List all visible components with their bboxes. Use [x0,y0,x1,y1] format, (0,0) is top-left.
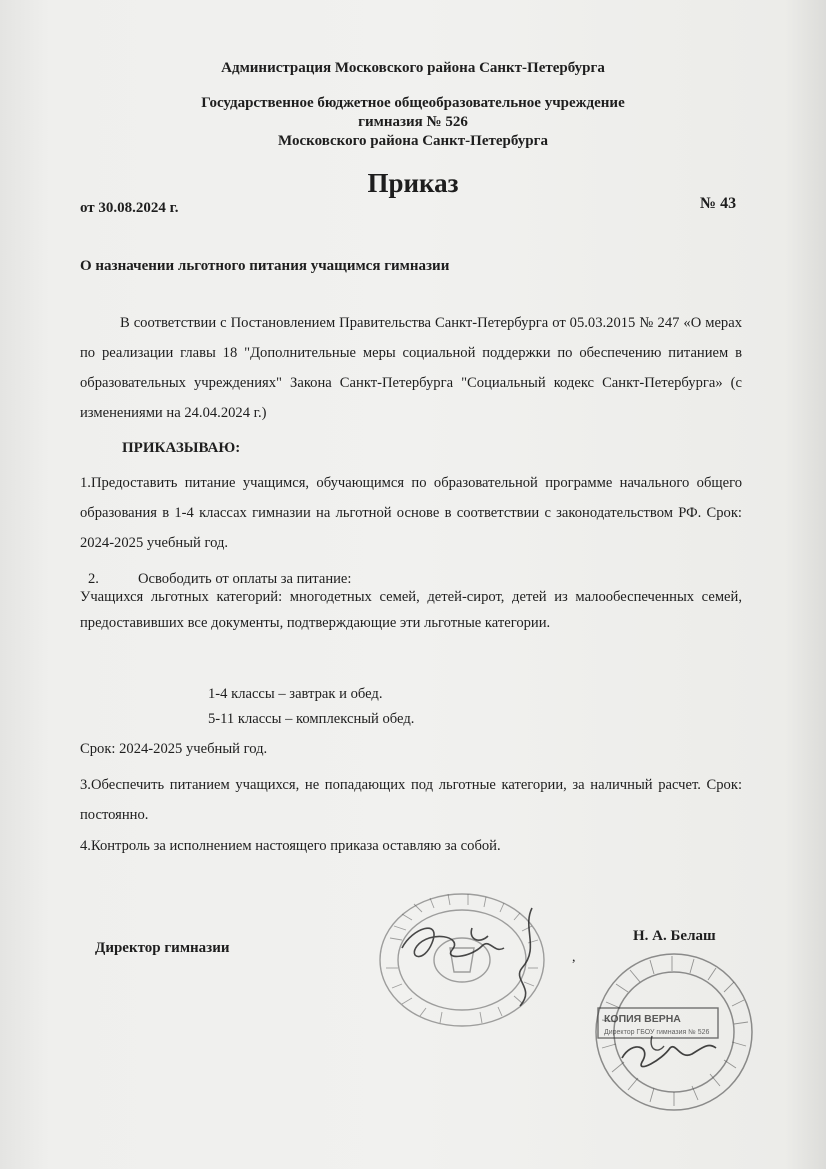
copy-certified-stamp [592,950,757,1115]
order-number: № 43 [700,195,737,212]
item-2-heading: Освободить от оплаты за питание: [138,571,352,587]
item-2-text: Учащихся льготных категорий: многодетных семей, детей-сирот, детей из малообеспеченных семей, предоставивших все документы, подтверждающие эти льготные категории. [80,589,742,631]
preamble-paragraph: В соответствии с Постановлением Правительства Санкт-Петербурга от 05.03.2015 № 247 «О мерах по реализации главы 18 "Дополнительные меры социальной поддержки по обеспечению питанием в образовательных учреждениях" Закона Санкт-Петербурга "Социальный кодекс Санкт-Петербурга» (с изменениями на 24.04.2024 г.) [80,315,742,421]
school-name-line3: Московского района Санкт-Петербурга [278,133,548,149]
signature-position: Директор гимназии [95,940,230,956]
item-4: 4.Контроль за исполнением настоящего приказа оставляю за собой. [80,838,501,854]
copy-stamp-title: КОПИЯ ВЕРНА [604,1013,681,1025]
signature-name: Н. А. Белаш [633,928,716,944]
item-2-grades-5-11: 5-11 классы – комплексный обед. [208,711,415,727]
document-title: Приказ [367,168,459,198]
item-2-term: Срок: 2024-2025 учебный год. [80,741,268,757]
signature-comma-mark: , [572,950,576,965]
school-name-line2: гимназия № 526 [358,114,468,130]
order-date: от 30.08.2024 г. [80,200,179,216]
item-3: 3.Обеспечить питанием учащихся, не попадающих под льготные категории, за наличный расчет. Срок: постоянно. [80,777,742,823]
order-subject: О назначении льготного питания учащимся гимназии [80,258,450,274]
administration-header: Администрация Московского района Санкт-Петербурга [221,60,605,76]
decree-word: ПРИКАЗЫВАЮ: [122,440,241,456]
item-1: 1.Предоставить питание учащимся, обучающимся по образовательной программе начального общего образования в 1-4 классах гимназии на льготной основе в соответствии с законодательством РФ. Срок: 2024-2025 учебный год. [80,475,742,551]
school-name-line1: Государственное бюджетное общеобразовательное учреждение [201,95,625,111]
item-2-number: 2. [88,571,99,587]
official-stamp-seal [372,888,552,1038]
copy-stamp-subtitle: Директор ГБОУ гимназия № 526 [604,1029,710,1036]
item-2-grades-1-4: 1-4 классы – завтрак и обед. [208,686,383,702]
